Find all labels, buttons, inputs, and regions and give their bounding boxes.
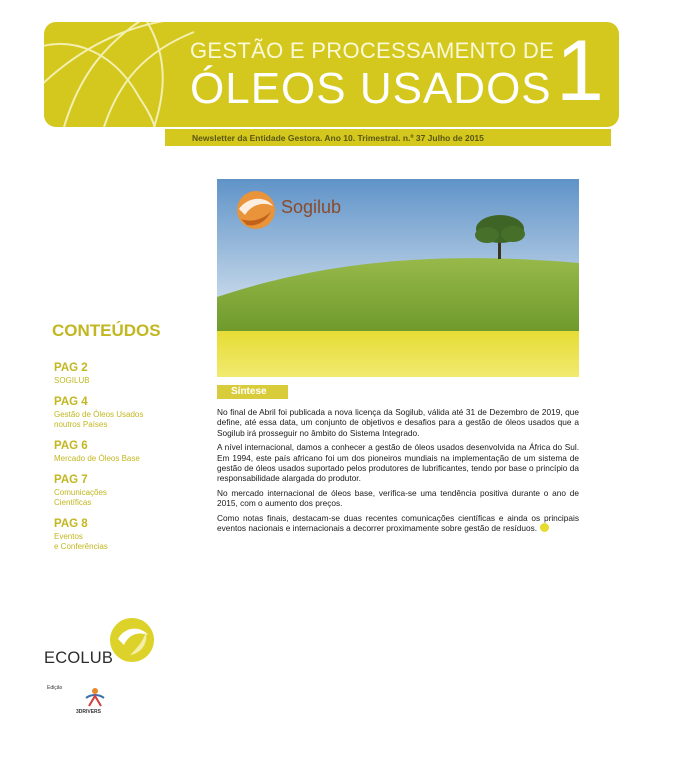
contents-label: Comunicações Científicas bbox=[54, 488, 107, 507]
contents-item-pag6[interactable] bbox=[54, 440, 194, 464]
contents-page: PAG 7 bbox=[54, 474, 88, 486]
contents-page: PAG 8 bbox=[54, 518, 88, 530]
contents-item-pag2[interactable] bbox=[54, 362, 194, 386]
contents-item-pag8[interactable] bbox=[54, 518, 194, 552]
article-paragraph-last bbox=[217, 513, 579, 534]
contents-page: PAG 4 bbox=[54, 396, 88, 408]
header-title-line1: GESTÃO E PROCESSAMENTO DE bbox=[190, 38, 555, 63]
newsletter-header bbox=[44, 22, 619, 127]
header-subtitle-bar bbox=[165, 129, 611, 146]
contents-label: Gestão de Óleos Usados noutros Países bbox=[54, 410, 144, 429]
header-title-line2: ÓLEOS USADOS bbox=[190, 64, 552, 113]
contents-item-pag7[interactable] bbox=[54, 474, 194, 508]
contents-label: Eventos e Conferências bbox=[54, 532, 108, 551]
hero-image bbox=[217, 179, 579, 377]
contents-label: SOGILUB bbox=[54, 376, 90, 385]
contents-title: CONTEÚDOS bbox=[52, 321, 161, 340]
header-arc-decoration bbox=[44, 22, 204, 127]
article-paragraph: No final de Abril foi publicada a nova licença da Sogilub, válida até 31 de Dezembro de 2019, que define, até essa data, um conjunto de objetivos e desafios para a gestão de óleos usados que a Sogilub irá prosseguir no âmbito do Sistema Integrado. bbox=[217, 407, 579, 438]
section-label bbox=[217, 385, 288, 399]
header-subtitle: Newsletter da Entidade Gestora. Ano 10. Trimestral. n.º 37 Julho de 2015 bbox=[192, 133, 484, 143]
article-body bbox=[217, 407, 579, 537]
article-paragraph-text: Como notas finais, destacam-se duas recentes comunicações científicas e ainda os principais eventos nacionais e internacionais a decorrer proximamente sobre gestão de resíduos. bbox=[217, 512, 579, 534]
sogilub-logo-text: Sogilub bbox=[281, 197, 342, 217]
ecolub-logo-text: ECOLUB bbox=[44, 649, 114, 667]
contents-item-pag4[interactable] bbox=[54, 396, 194, 430]
contents-page: PAG 2 bbox=[54, 362, 88, 374]
issue-number: 1 bbox=[556, 23, 604, 119]
article-paragraph: A nível internacional, damos a conhecer a gestão de óleos usados desenvolvida na África do Sul. Em 1994, este país africano foi um dos pioneiros mundiais na implementação de um sistema de gestão de óleos usados suportado pelos produtores de lubrificantes, tendo por base o princípio da responsabilidade alargada do produtor. bbox=[217, 442, 579, 484]
ecolub-logo-icon bbox=[108, 617, 156, 663]
sogilub-logo-icon bbox=[237, 191, 275, 229]
contents-page: PAG 6 bbox=[54, 440, 88, 452]
contents-label: Mercado de Óleos Base bbox=[54, 454, 140, 463]
edition-label: Edição bbox=[47, 685, 63, 691]
3drivers-logo-text: 3DRIVERS bbox=[76, 709, 102, 715]
section-label-text: Síntese bbox=[231, 386, 267, 397]
3drivers-logo-icon bbox=[82, 686, 108, 708]
smiley-icon bbox=[540, 523, 549, 532]
contents-list bbox=[54, 362, 194, 562]
article-paragraph: No mercado internacional de óleos base, verifica-se uma tendência positiva durante o ano de 2015, com o aumento dos preços. bbox=[217, 487, 579, 509]
